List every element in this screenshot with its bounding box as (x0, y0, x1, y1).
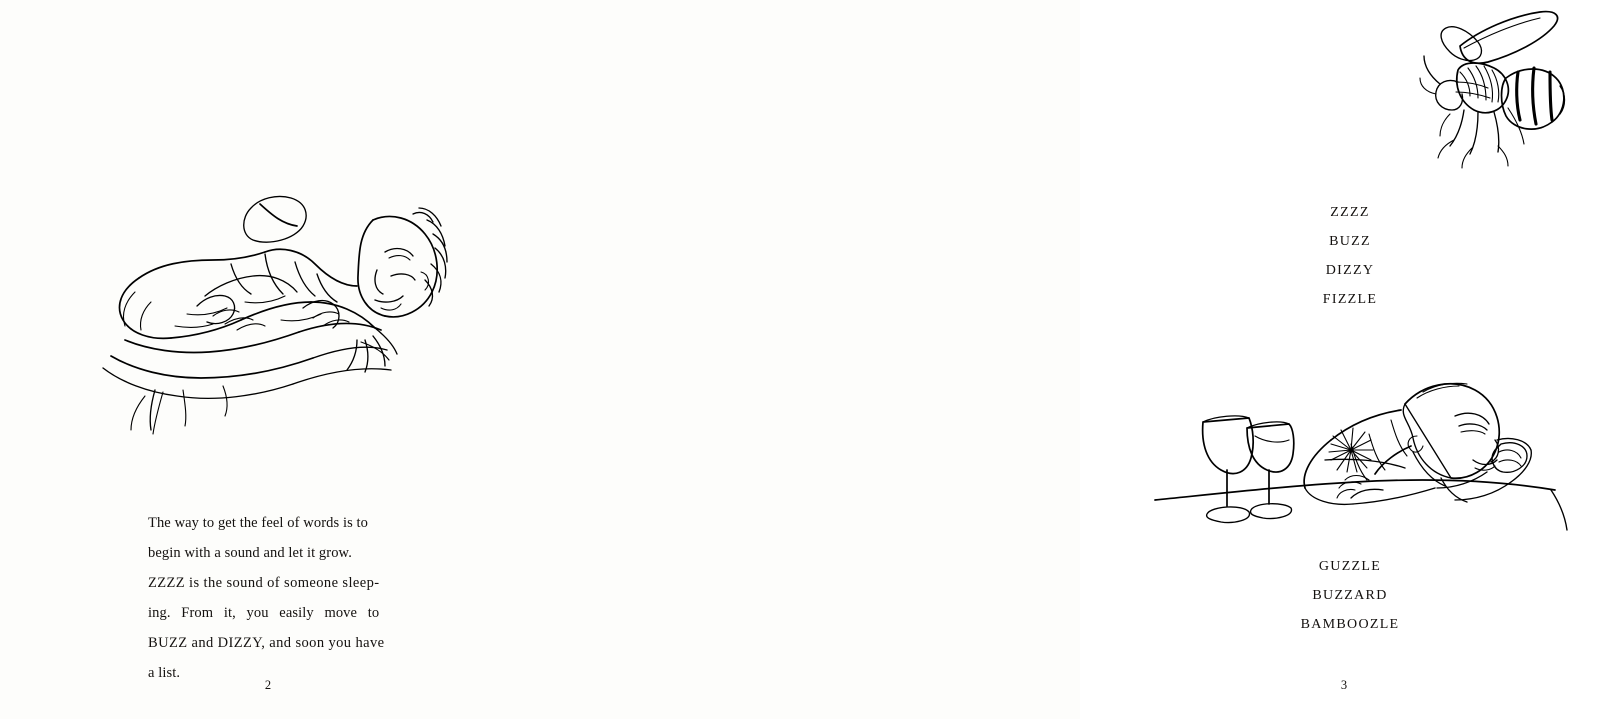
body-paragraph (148, 508, 392, 688)
paragraph-line: BUZZ and DIZZY, and soon you have (148, 635, 385, 651)
paragraph-line: a list. (148, 665, 181, 681)
word-list-item: BAMBOOZLE (1300, 617, 1400, 632)
paragraph-line: The way to get the feel of words is to (148, 515, 369, 531)
word-list-item: BUZZARD (1312, 588, 1388, 603)
paragraph-line: begin with a sound and let it grow. (148, 545, 352, 561)
right-page (540, 0, 1400, 719)
word-list-item: ZZZZ (1330, 205, 1370, 220)
word-list-item: DIZZY (1325, 263, 1375, 278)
paragraph-line: ing. From it, you easily move to (148, 605, 380, 621)
person-at-table-illustration (1155, 340, 1605, 570)
word-list-top (1240, 198, 1460, 314)
sleeping-child-illustration (55, 190, 485, 440)
page-number-left: 2 (264, 678, 272, 692)
word-list-item: BUZZ (1329, 234, 1371, 249)
bee-illustration (1420, 8, 1600, 178)
word-list-bottom (1240, 552, 1460, 639)
paragraph-line: ZZZZ is the sound of someone sleep- (148, 575, 380, 591)
page-number-right: 3 (1340, 678, 1348, 692)
word-list-item: FIZZLE (1322, 292, 1378, 307)
word-list-item: GUZZLE (1318, 559, 1382, 574)
left-page (0, 0, 540, 719)
